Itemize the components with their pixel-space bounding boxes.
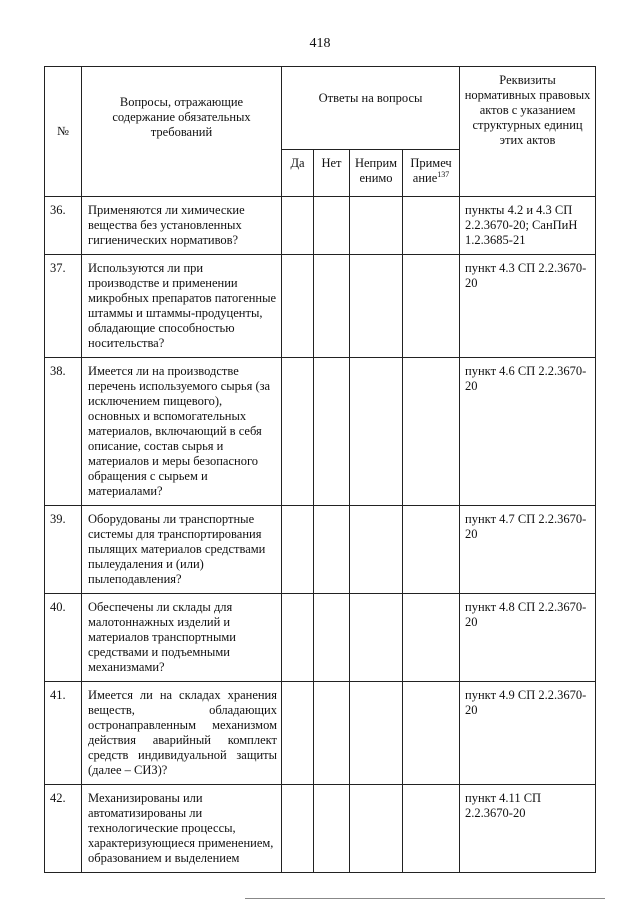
table-row (45, 255, 596, 358)
answer-note-cell[interactable] (403, 785, 460, 873)
header-questions: Вопросы, отражающие содержание обязательных требований (82, 67, 282, 197)
answer-na-cell[interactable] (350, 358, 403, 506)
answer-no-cell[interactable] (314, 255, 350, 358)
answer-na-cell[interactable] (350, 785, 403, 873)
row-reference: пункт 4.3 СП 2.2.3670-20 (460, 255, 596, 358)
row-question: Обеспечены ли склады для малотоннажных изделий и материалов транспортными средствами и подъемными механизмами? (82, 594, 282, 682)
row-reference: пункт 4.11 СП 2.2.3670-20 (460, 785, 596, 873)
header-num: № (45, 67, 82, 197)
row-question: Оборудованы ли транспортные системы для транспортирования пылящих материалов средствами пылеудаления и (или) пылеподавления? (82, 506, 282, 594)
answer-note-cell[interactable] (403, 358, 460, 506)
answer-no-cell[interactable] (314, 594, 350, 682)
page-number: 418 (309, 36, 331, 51)
row-number: 41. (45, 682, 82, 785)
header-note-text: Примеч ание (410, 156, 452, 185)
answer-na-cell[interactable] (350, 594, 403, 682)
answer-note-cell[interactable] (403, 682, 460, 785)
header-note-footnote: 137 (437, 169, 450, 179)
header-yes: Да (282, 150, 314, 197)
answer-na-cell[interactable] (350, 682, 403, 785)
answer-yes-cell[interactable] (282, 594, 314, 682)
row-reference: пункт 4.9 СП 2.2.3670-20 (460, 682, 596, 785)
header-row (45, 67, 596, 150)
table-row (45, 197, 596, 255)
answer-yes-cell[interactable] (282, 785, 314, 873)
table-row (45, 682, 596, 785)
row-number: 38. (45, 358, 82, 506)
row-question: Имеется ли на складах хранения веществ, обладающих остронаправленным механизмом действия аварийный комплект средств индивидуальной защиты (далее – СИЗ)? (82, 682, 282, 785)
row-reference: пункт 4.6 СП 2.2.3670-20 (460, 358, 596, 506)
table-row (45, 594, 596, 682)
answer-na-cell[interactable] (350, 506, 403, 594)
row-question: Используются ли при производстве и применении микробных препаратов патогенные штаммы и штаммы-продуценты, обладающие способностью носительства? (82, 255, 282, 358)
answer-no-cell[interactable] (314, 197, 350, 255)
answer-note-cell[interactable] (403, 197, 460, 255)
answer-note-cell[interactable] (403, 255, 460, 358)
answer-note-cell[interactable] (403, 594, 460, 682)
header-no: Нет (314, 150, 350, 197)
answer-yes-cell[interactable] (282, 682, 314, 785)
answer-yes-cell[interactable] (282, 255, 314, 358)
row-number: 36. (45, 197, 82, 255)
row-question: Механизированы или автоматизированы ли технологические процессы, характеризующиеся применением, образованием и выделением (82, 785, 282, 873)
header-requisites: Реквизиты нормативных правовых актов с указанием структурных единиц этих актов (460, 67, 596, 197)
requirements-table (44, 66, 596, 873)
row-question: Применяются ли химические вещества без установленных гигиенических нормативов? (82, 197, 282, 255)
row-number: 39. (45, 506, 82, 594)
table-row (45, 506, 596, 594)
table-row (45, 785, 596, 873)
answer-no-cell[interactable] (314, 358, 350, 506)
answer-no-cell[interactable] (314, 682, 350, 785)
answer-no-cell[interactable] (314, 506, 350, 594)
row-number: 42. (45, 785, 82, 873)
answer-yes-cell[interactable] (282, 197, 314, 255)
answer-yes-cell[interactable] (282, 506, 314, 594)
answer-na-cell[interactable] (350, 255, 403, 358)
answer-no-cell[interactable] (314, 785, 350, 873)
row-number: 40. (45, 594, 82, 682)
row-reference: пункт 4.7 СП 2.2.3670-20 (460, 506, 596, 594)
table-row (45, 358, 596, 506)
page-bottom-line (245, 898, 605, 899)
row-reference: пункты 4.2 и 4.3 СП 2.2.3670-20; СанПиН 1.2.3685-21 (460, 197, 596, 255)
answer-yes-cell[interactable] (282, 358, 314, 506)
row-number: 37. (45, 255, 82, 358)
answer-note-cell[interactable] (403, 506, 460, 594)
row-reference: пункт 4.8 СП 2.2.3670-20 (460, 594, 596, 682)
header-not-applicable: Неприм енимо (350, 150, 403, 197)
header-answers: Ответы на вопросы (282, 67, 460, 150)
header-note (403, 150, 460, 197)
row-question: Имеется ли на производстве перечень используемого сырья (за исключением пищевого), основных и вспомогательных материалов, включающий в себя описание, состав сырья и материалов и меры безопасного обращения с сырьем и материалами? (82, 358, 282, 506)
answer-na-cell[interactable] (350, 197, 403, 255)
